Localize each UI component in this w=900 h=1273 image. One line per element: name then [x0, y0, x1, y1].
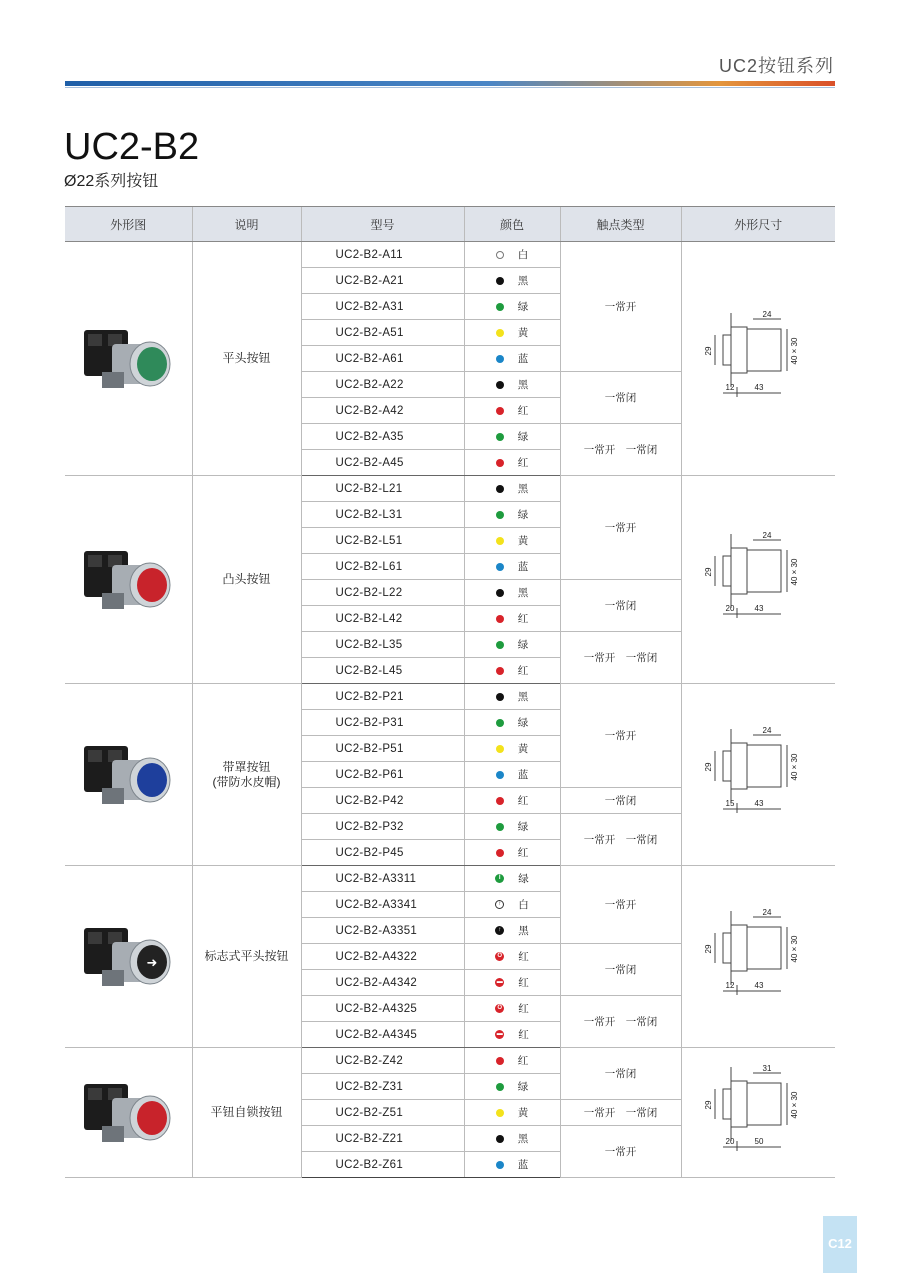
product-photo	[72, 533, 184, 623]
color-name: 蓝	[517, 769, 529, 781]
model-number: UC2-B2-P32	[301, 814, 464, 840]
contact-type: 一常开 一常闭	[560, 424, 681, 476]
color-cell	[464, 684, 560, 710]
color-cell	[464, 632, 560, 658]
color-swatch-icon	[496, 1109, 504, 1117]
color-cell	[464, 944, 560, 970]
button-cap	[137, 1101, 167, 1135]
color-cell	[464, 268, 560, 294]
contact-type: 一常开	[560, 476, 681, 580]
model-number: UC2-B2-Z31	[301, 1074, 464, 1100]
dimension-label: 29	[704, 346, 714, 356]
model-subtitle: Ø22系列按钮	[64, 173, 159, 190]
model-number: UC2-B2-Z42	[301, 1048, 464, 1074]
color-swatch-icon: O	[495, 952, 504, 961]
mount-clip	[102, 1126, 124, 1142]
series-title: UC2按钮系列	[718, 56, 834, 76]
col-header: 型号	[301, 207, 464, 242]
color-cell	[464, 580, 560, 606]
color-name: 红	[518, 951, 529, 963]
col-header: 触点类型	[560, 207, 681, 242]
color-cell	[464, 840, 560, 866]
model-number: UC2-B2-L22	[301, 580, 464, 606]
color-name: 黄	[517, 327, 529, 339]
description-text: 平钮自锁按钮	[210, 1105, 283, 1119]
model-number: UC2-B2-A3341	[301, 892, 464, 918]
color-swatch-icon	[496, 615, 504, 623]
color-name: 红	[517, 1055, 529, 1067]
dimension-label: 12	[725, 383, 735, 392]
model-number: UC2-B2-P31	[301, 710, 464, 736]
color-name: 蓝	[517, 561, 529, 573]
model-number: UC2-B2-L31	[301, 502, 464, 528]
model-number: UC2-B2-A4325	[301, 996, 464, 1022]
button-head	[723, 556, 731, 586]
model-number: UC2-B2-Z21	[301, 1126, 464, 1152]
description-cell	[192, 866, 301, 1048]
model-title: UC2-B2	[64, 126, 200, 168]
color-name: 黑	[518, 925, 529, 937]
product-photo	[72, 312, 184, 402]
dimension-label: 24	[762, 531, 772, 540]
model-number: UC2-B2-A45	[301, 450, 464, 476]
color-swatch-icon	[496, 823, 504, 831]
color-swatch-icon	[496, 355, 504, 363]
color-swatch-icon	[496, 1161, 504, 1169]
color-name: 黄	[517, 535, 529, 547]
color-cell	[464, 1152, 560, 1178]
color-cell	[464, 788, 560, 814]
model-number: UC2-B2-A61	[301, 346, 464, 372]
button-body	[731, 327, 747, 373]
terminal	[88, 555, 102, 567]
product-image-cell	[65, 1048, 192, 1178]
color-name: 绿	[517, 717, 529, 729]
color-name: 绿	[517, 509, 529, 521]
dimension-cell	[681, 1048, 835, 1178]
color-cell	[464, 294, 560, 320]
color-cell	[464, 450, 560, 476]
model-number: UC2-B2-A4342	[301, 970, 464, 996]
color-cell	[464, 1074, 560, 1100]
model-number: UC2-B2-A42	[301, 398, 464, 424]
dimension-label: 15	[725, 799, 735, 808]
col-header: 说明	[192, 207, 301, 242]
mount-clip	[102, 788, 124, 804]
color-cell	[464, 1126, 560, 1152]
color-cell	[464, 554, 560, 580]
arrow-icon: ➜	[146, 956, 158, 971]
dimension-drawing	[703, 1063, 813, 1159]
color-name: 白	[518, 899, 529, 911]
color-cell	[464, 866, 560, 892]
color-swatch-icon: ▬	[496, 979, 503, 986]
model-number: UC2-B2-A3351	[301, 918, 464, 944]
contact-body	[747, 745, 781, 787]
product-photo	[72, 1066, 184, 1156]
color-name: 黑	[517, 1133, 529, 1145]
color-cell	[464, 242, 560, 268]
color-swatch-icon	[496, 251, 504, 259]
description-cell	[192, 476, 301, 684]
color-cell	[464, 398, 560, 424]
contact-body	[747, 927, 781, 969]
color-swatch-icon	[496, 771, 504, 779]
contact-type: 一常开	[560, 866, 681, 944]
model-number: UC2-B2-P21	[301, 684, 464, 710]
dimension-cell	[681, 242, 835, 476]
color-cell	[464, 372, 560, 398]
model-number: UC2-B2-L45	[301, 658, 464, 684]
color-name: 黄	[517, 743, 529, 755]
color-cell	[464, 1100, 560, 1126]
color-name: 黄	[517, 1107, 529, 1119]
color-name: 红	[517, 613, 529, 625]
color-swatch-icon	[496, 329, 504, 337]
color-name: 红	[518, 977, 529, 989]
product-image-cell	[65, 684, 192, 866]
mount-clip	[102, 970, 124, 986]
model-number: UC2-B2-A3311	[301, 866, 464, 892]
color-swatch-icon	[496, 1135, 504, 1143]
button-body	[731, 548, 747, 594]
color-swatch-icon	[496, 433, 504, 441]
table-row	[65, 684, 835, 710]
model-number: UC2-B2-L21	[301, 476, 464, 502]
color-cell	[464, 606, 560, 632]
color-swatch-icon	[496, 797, 504, 805]
model-number: UC2-B2-L51	[301, 528, 464, 554]
dimension-label: 29	[704, 1100, 714, 1110]
description-text: 凸头按钮	[222, 572, 271, 586]
color-swatch-icon	[496, 303, 504, 311]
model-number: UC2-B2-A11	[301, 242, 464, 268]
color-swatch-icon	[496, 563, 504, 571]
dimension-drawing	[703, 907, 813, 1003]
color-name: 黑	[517, 587, 529, 599]
dimension-label: 40 × 30	[790, 753, 800, 781]
header-thin-rule	[65, 87, 835, 88]
color-name: 绿	[517, 1081, 529, 1093]
dimension-label: 50	[754, 1137, 764, 1146]
color-swatch-icon: ↑	[495, 900, 504, 909]
model-number: UC2-B2-A4345	[301, 1022, 464, 1048]
color-name: 绿	[517, 821, 529, 833]
color-cell	[464, 814, 560, 840]
table-row	[65, 242, 835, 268]
description-text: 带罩按钮	[222, 759, 271, 774]
product-image-cell	[65, 476, 192, 684]
terminal	[88, 1088, 102, 1100]
contact-type: 一常闭	[560, 944, 681, 996]
button-cap	[137, 347, 167, 381]
dimension-cell	[681, 866, 835, 1048]
color-name: 黑	[517, 483, 529, 495]
dimension-label: 43	[754, 604, 764, 613]
dimension-label: 20	[725, 1137, 735, 1146]
table-row	[65, 866, 835, 892]
dimension-drawing	[703, 530, 813, 626]
contact-type: 一常开 一常闭	[560, 814, 681, 866]
color-cell	[464, 658, 560, 684]
color-name: 绿	[517, 301, 529, 313]
color-swatch-icon	[496, 719, 504, 727]
button-head	[723, 1089, 731, 1119]
model-number: UC2-B2-P51	[301, 736, 464, 762]
color-swatch-icon: O	[495, 1004, 504, 1013]
product-image-cell	[65, 866, 192, 1048]
dimension-label: 20	[725, 604, 735, 613]
color-name: 黑	[517, 275, 529, 287]
dimension-label: 29	[704, 762, 714, 772]
mount-clip	[102, 372, 124, 388]
color-name: 黑	[517, 379, 529, 391]
model-number: UC2-B2-A35	[301, 424, 464, 450]
contact-type: 一常闭	[560, 580, 681, 632]
table-header-row	[65, 207, 835, 242]
contact-type: 一常闭	[560, 788, 681, 814]
model-number: UC2-B2-Z61	[301, 1152, 464, 1178]
button-body	[731, 743, 747, 789]
color-cell	[464, 710, 560, 736]
dimension-cell	[681, 476, 835, 684]
dimension-drawing	[703, 725, 813, 821]
model-number: UC2-B2-A22	[301, 372, 464, 398]
contact-type: 一常开	[560, 684, 681, 788]
model-number: UC2-B2-P45	[301, 840, 464, 866]
button-head	[723, 335, 731, 365]
color-swatch-icon: I	[495, 874, 504, 883]
color-cell	[464, 1022, 560, 1048]
contact-type: 一常开 一常闭	[560, 996, 681, 1048]
contact-body	[747, 550, 781, 592]
color-swatch-icon	[496, 407, 504, 415]
dimension-label: 40 × 30	[790, 558, 800, 586]
color-swatch-icon	[496, 277, 504, 285]
contact-type: 一常开 一常闭	[560, 632, 681, 684]
dimension-label: 24	[762, 310, 772, 319]
color-cell	[464, 528, 560, 554]
button-head	[723, 751, 731, 781]
model-number: UC2-B2-P42	[301, 788, 464, 814]
color-swatch-icon	[496, 589, 504, 597]
product-photo	[72, 910, 184, 1000]
dimension-label: 43	[754, 981, 764, 990]
color-cell	[464, 476, 560, 502]
color-name: 蓝	[517, 353, 529, 365]
color-name: 绿	[518, 873, 529, 885]
color-cell	[464, 970, 560, 996]
description-cell	[192, 242, 301, 476]
button-head	[723, 933, 731, 963]
color-cell	[464, 892, 560, 918]
model-number: UC2-B2-L61	[301, 554, 464, 580]
contact-type: 一常开	[560, 1126, 681, 1178]
color-name: 红	[517, 847, 529, 859]
color-name: 红	[518, 1029, 529, 1041]
model-number: UC2-B2-A4322	[301, 944, 464, 970]
dimension-label: 29	[704, 567, 714, 577]
dimension-label: 43	[754, 383, 764, 392]
button-body	[731, 925, 747, 971]
color-cell	[464, 996, 560, 1022]
contact-type: 一常闭	[560, 372, 681, 424]
terminal	[88, 334, 102, 346]
button-body	[731, 1081, 747, 1127]
contact-type: 一常开 一常闭	[560, 1100, 681, 1126]
model-number: UC2-B2-Z51	[301, 1100, 464, 1126]
dimension-label: 24	[762, 908, 772, 917]
model-number: UC2-B2-P61	[301, 762, 464, 788]
color-name: 绿	[517, 431, 529, 443]
dimension-label: 24	[762, 726, 772, 735]
table-row	[65, 476, 835, 502]
col-header: 颜色	[464, 207, 560, 242]
col-header: 外形图	[65, 207, 192, 242]
model-number: UC2-B2-A51	[301, 320, 464, 346]
color-cell	[464, 918, 560, 944]
model-number: UC2-B2-A31	[301, 294, 464, 320]
description-text: 标志式平头按钮	[204, 949, 289, 963]
color-swatch-icon: ↑	[495, 926, 504, 935]
color-name: 绿	[517, 639, 529, 651]
color-swatch-icon: ▬	[496, 1031, 503, 1038]
contact-type: 一常闭	[560, 1048, 681, 1100]
color-name: 红	[517, 405, 529, 417]
color-cell	[464, 1048, 560, 1074]
color-swatch-icon	[496, 459, 504, 467]
color-cell	[464, 424, 560, 450]
contact-body	[747, 329, 781, 371]
color-swatch-icon	[496, 381, 504, 389]
color-cell	[464, 502, 560, 528]
model-number: UC2-B2-L42	[301, 606, 464, 632]
color-name: 红	[518, 1003, 529, 1015]
color-swatch-icon	[496, 537, 504, 545]
spec-table	[65, 206, 835, 1178]
color-swatch-icon	[496, 1083, 504, 1091]
dimension-label: 12	[725, 981, 735, 990]
button-cap	[137, 568, 167, 602]
header-gradient-bar	[65, 81, 835, 86]
color-cell	[464, 320, 560, 346]
description-cell	[192, 684, 301, 866]
contact-type: 一常开	[560, 242, 681, 372]
col-header: 外形尺寸	[681, 207, 835, 242]
contact-body	[747, 1083, 781, 1125]
color-cell	[464, 762, 560, 788]
button-cap	[137, 763, 167, 797]
dimension-cell	[681, 684, 835, 866]
description-text: 平头按钮	[222, 351, 271, 365]
color-name: 黑	[517, 691, 529, 703]
dimension-label: 31	[762, 1064, 772, 1073]
color-swatch-icon	[496, 641, 504, 649]
color-swatch-icon	[496, 745, 504, 753]
color-swatch-icon	[496, 667, 504, 675]
dimension-label: 40 × 30	[790, 337, 800, 365]
dimension-label: 29	[704, 944, 714, 954]
color-swatch-icon	[496, 849, 504, 857]
color-name: 红	[517, 665, 529, 677]
product-image-cell	[65, 242, 192, 476]
color-cell	[464, 346, 560, 372]
mount-clip	[102, 593, 124, 609]
model-number: UC2-B2-L35	[301, 632, 464, 658]
terminal	[88, 750, 102, 762]
color-name: 红	[517, 457, 529, 469]
color-name: 蓝	[517, 1159, 529, 1171]
description-cell	[192, 1048, 301, 1178]
color-swatch-icon	[496, 693, 504, 701]
dimension-label: 40 × 30	[790, 935, 800, 963]
color-name: 红	[517, 795, 529, 807]
table-body	[65, 242, 835, 1178]
description-text: (带防水皮帽)	[212, 774, 281, 789]
dimension-drawing	[703, 309, 813, 405]
dimension-label: 43	[754, 799, 764, 808]
product-photo	[72, 728, 184, 818]
color-swatch-icon	[496, 511, 504, 519]
dimension-label: 40 × 30	[790, 1091, 800, 1119]
color-cell	[464, 736, 560, 762]
page-number: C12	[828, 1236, 852, 1251]
terminal	[88, 932, 102, 944]
model-number: UC2-B2-A21	[301, 268, 464, 294]
color-swatch-icon	[496, 485, 504, 493]
color-name: 白	[517, 249, 529, 261]
table-row	[65, 1048, 835, 1074]
color-swatch-icon	[496, 1057, 504, 1065]
